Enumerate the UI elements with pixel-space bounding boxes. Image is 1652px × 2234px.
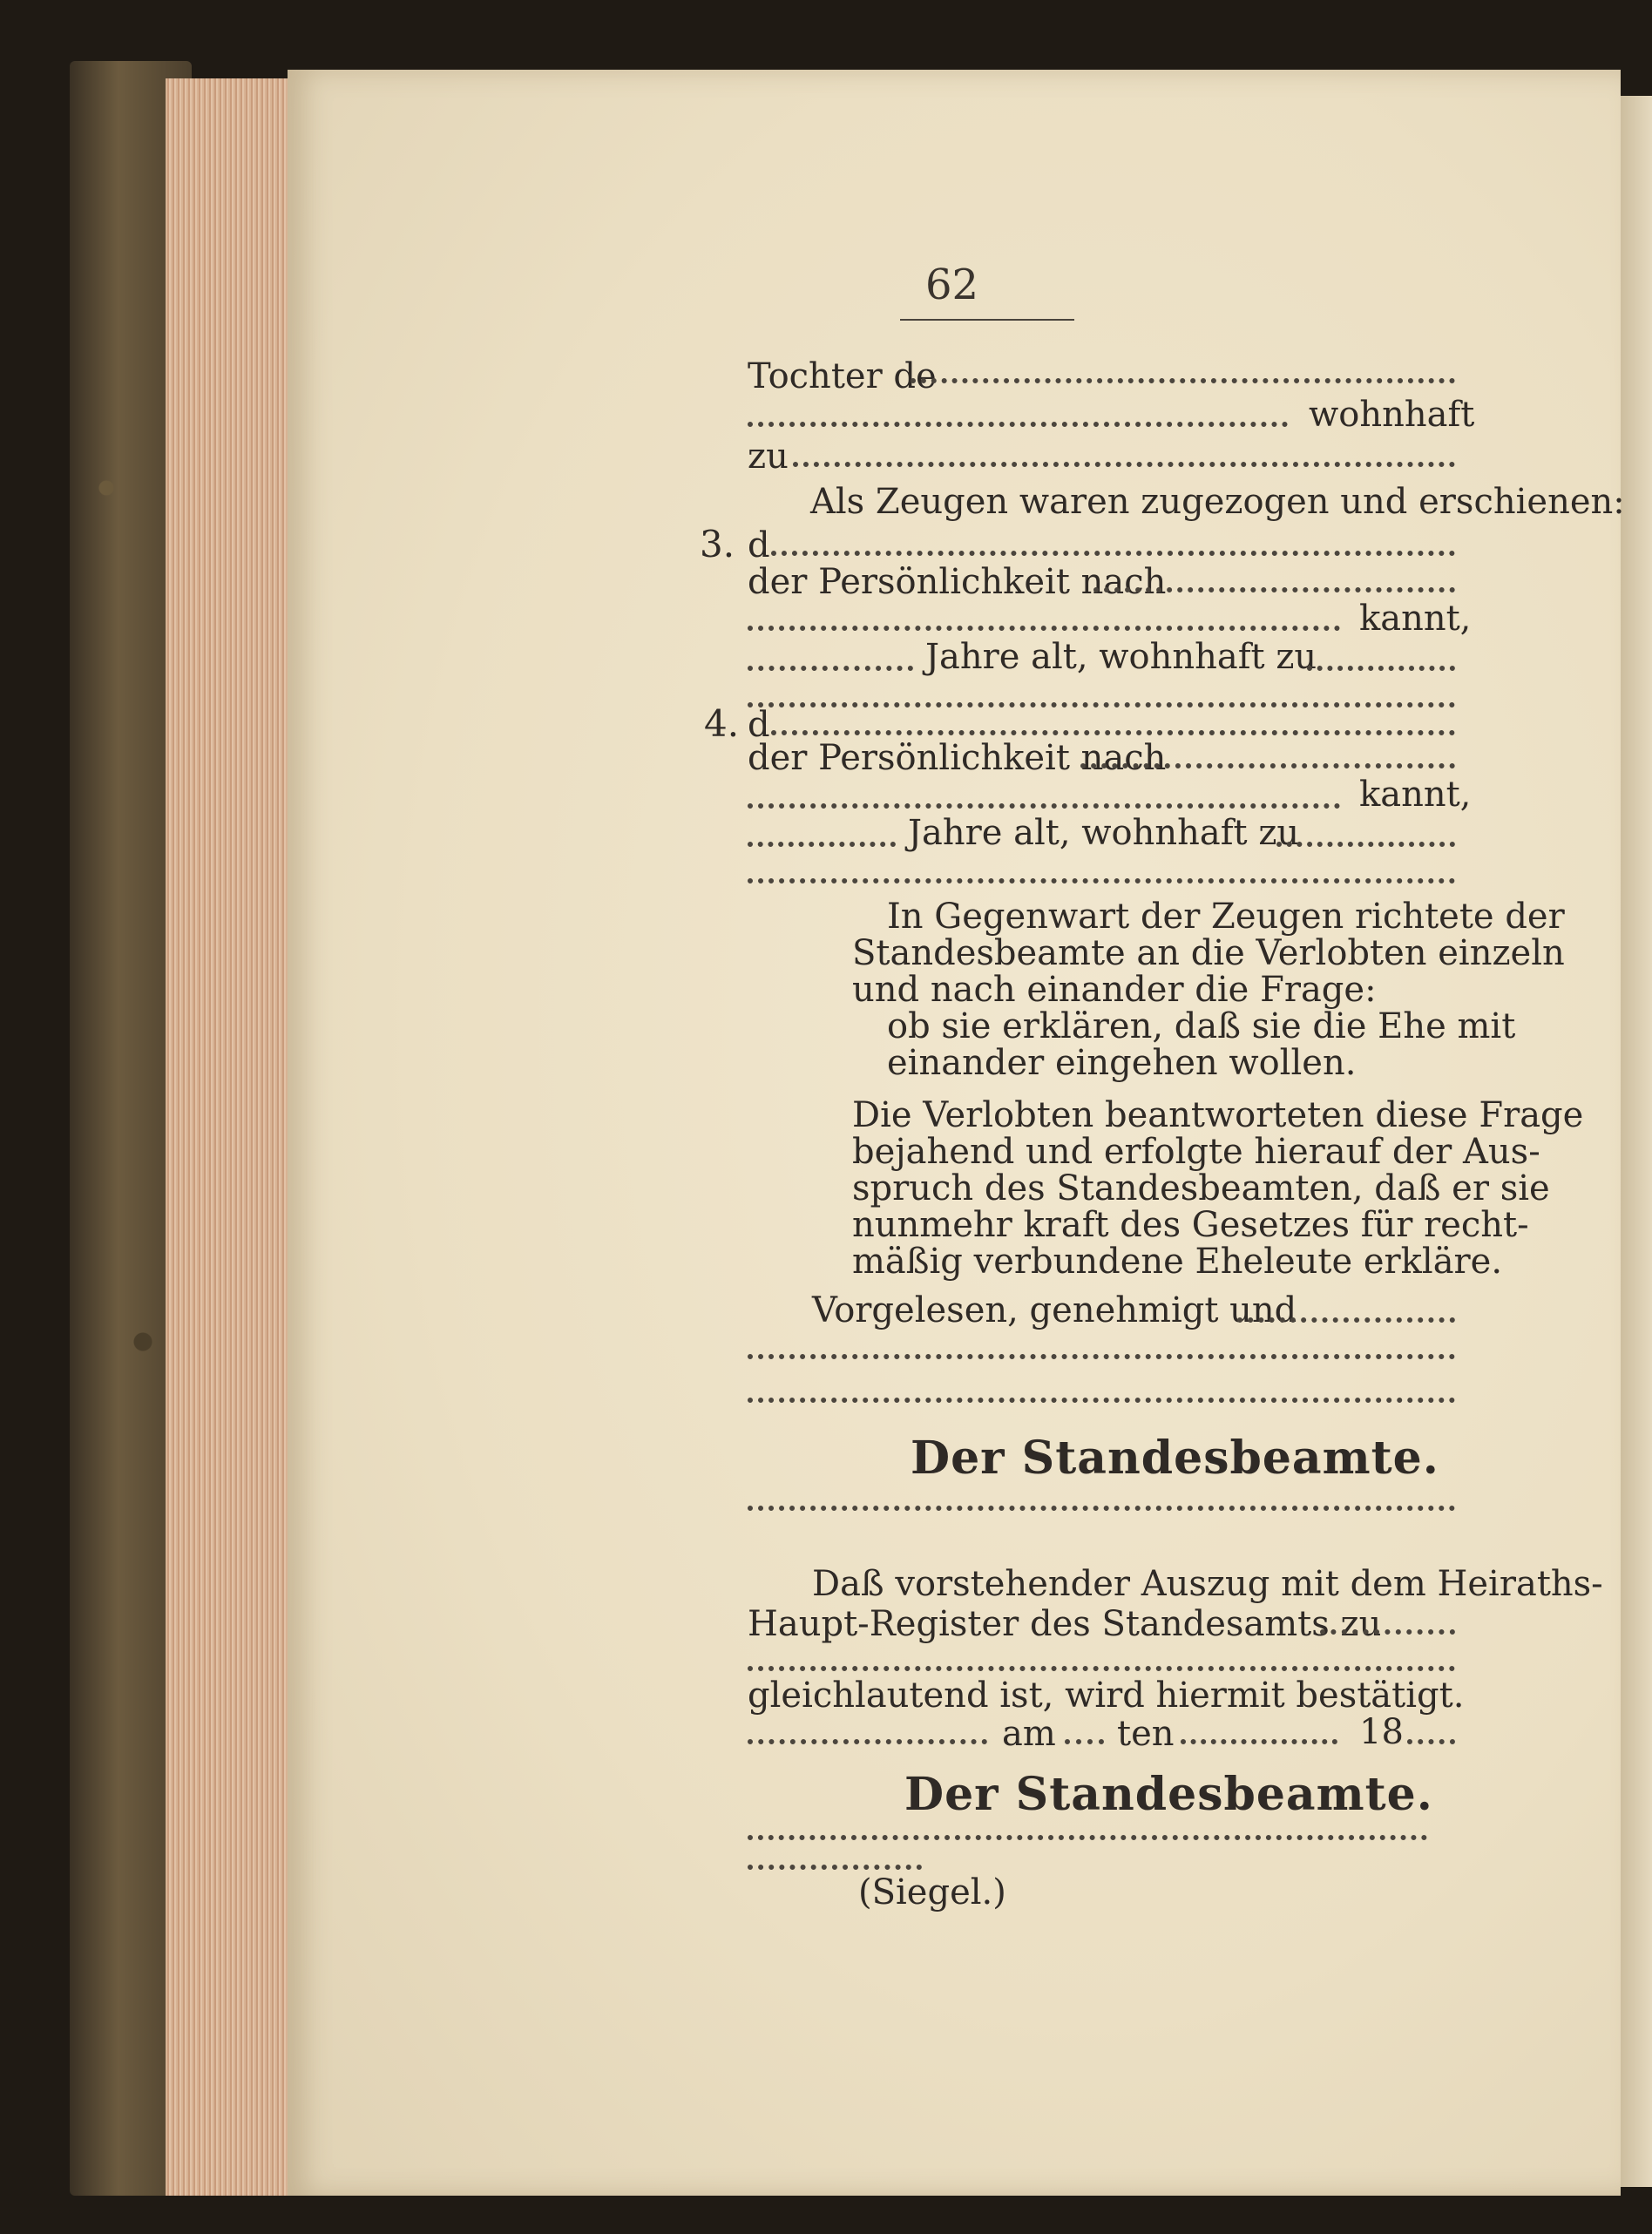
fill-dots xyxy=(748,803,1340,809)
line-wohnhaft: wohnhaft xyxy=(1309,395,1475,435)
fill-dots xyxy=(748,878,1455,883)
line-zu: zu xyxy=(748,437,789,477)
date-ten: ten xyxy=(1117,1714,1175,1754)
fill-dots xyxy=(1093,587,1455,592)
fill-dots xyxy=(1181,1739,1337,1744)
page-number: 62 xyxy=(925,261,979,309)
para1-line2: Standesbeamte an die Verlobten einzeln xyxy=(852,933,1565,973)
para2-line3: spruch des Standesbeamten, daß er sie xyxy=(852,1168,1550,1208)
page-edges xyxy=(166,78,296,2196)
witness-3-jahre: Jahre alt, wohnhaft zu xyxy=(925,637,1317,677)
fill-dots xyxy=(1080,763,1455,768)
witness-3-person: der Persönlichkeit nach xyxy=(748,562,1167,602)
fill-dots xyxy=(748,842,896,847)
fill-dots xyxy=(1065,1739,1104,1744)
signature-heading-2: Der Standesbeamte. xyxy=(904,1768,1433,1821)
para2-line5: mäßig verbundene Eheleute erkläre. xyxy=(852,1242,1503,1282)
para2-line2: bejahend und erfolgte hierauf der Aus- xyxy=(852,1132,1540,1172)
fill-dots xyxy=(911,378,1455,383)
fill-dots xyxy=(793,462,1455,467)
fill-dots xyxy=(748,666,913,671)
witness-4-person: der Persönlichkeit nach xyxy=(748,738,1167,778)
para3-line2: Haupt-Register des Standesamts zu xyxy=(748,1604,1382,1644)
date-am: am xyxy=(1002,1714,1056,1754)
fill-dots xyxy=(771,551,1455,556)
fill-dots xyxy=(748,1835,1427,1840)
line-tochter: Tochter de xyxy=(748,356,937,396)
fill-dots xyxy=(748,1666,1455,1671)
header-rule xyxy=(900,319,1074,321)
signature-heading-1: Der Standesbeamte. xyxy=(911,1432,1439,1485)
fill-dots xyxy=(1407,1739,1455,1744)
fill-dots xyxy=(748,626,1340,631)
witness-3-d: d xyxy=(748,525,770,565)
fill-dots xyxy=(748,1739,987,1744)
fill-dots xyxy=(748,1354,1455,1359)
fill-dots xyxy=(771,730,1455,735)
fill-dots xyxy=(1276,842,1455,847)
witness-4-number: 4. xyxy=(704,702,740,745)
witness-3-number: 3. xyxy=(700,523,735,565)
witness-4-jahre: Jahre alt, wohnhaft zu xyxy=(908,813,1300,853)
fill-dots xyxy=(1307,666,1455,671)
para3-line1: Daß vorstehender Auszug mit dem Heiraths- xyxy=(812,1564,1603,1604)
para1-line4: ob sie erklären, daß sie die Ehe mit xyxy=(887,1006,1516,1046)
fill-dots xyxy=(748,1506,1455,1511)
siegel-label: (Siegel.) xyxy=(858,1872,1006,1912)
vorgelesen-line: Vorgelesen, genehmigt und xyxy=(812,1290,1297,1330)
para1-line3: und nach einander die Frage: xyxy=(852,970,1377,1010)
fill-dots xyxy=(1237,1317,1455,1323)
para2-line4: nunmehr kraft des Gesetzes für recht- xyxy=(852,1205,1529,1245)
fill-dots xyxy=(748,702,1455,707)
para1-line5: einander eingehen wollen. xyxy=(887,1043,1357,1083)
para1-line1: In Gegenwart der Zeugen richtete der xyxy=(887,897,1565,937)
witness-3-kannt: kannt, xyxy=(1359,599,1472,639)
fill-dots xyxy=(748,1865,922,1870)
witness-4-kannt: kannt, xyxy=(1359,775,1472,815)
para3-line3: gleichlautend ist, wird hiermit bestätigt. xyxy=(748,1676,1465,1716)
zeugen-intro: Als Zeugen waren zugezogen und erschienen: xyxy=(810,482,1625,522)
witness-4-d: d xyxy=(748,705,770,745)
date-year: 18 xyxy=(1359,1712,1404,1752)
fill-dots xyxy=(748,422,1288,427)
fill-dots xyxy=(1320,1629,1455,1635)
fill-dots xyxy=(748,1398,1455,1403)
para2-line1: Die Verlobten beantworteten diese Frage xyxy=(852,1095,1584,1135)
